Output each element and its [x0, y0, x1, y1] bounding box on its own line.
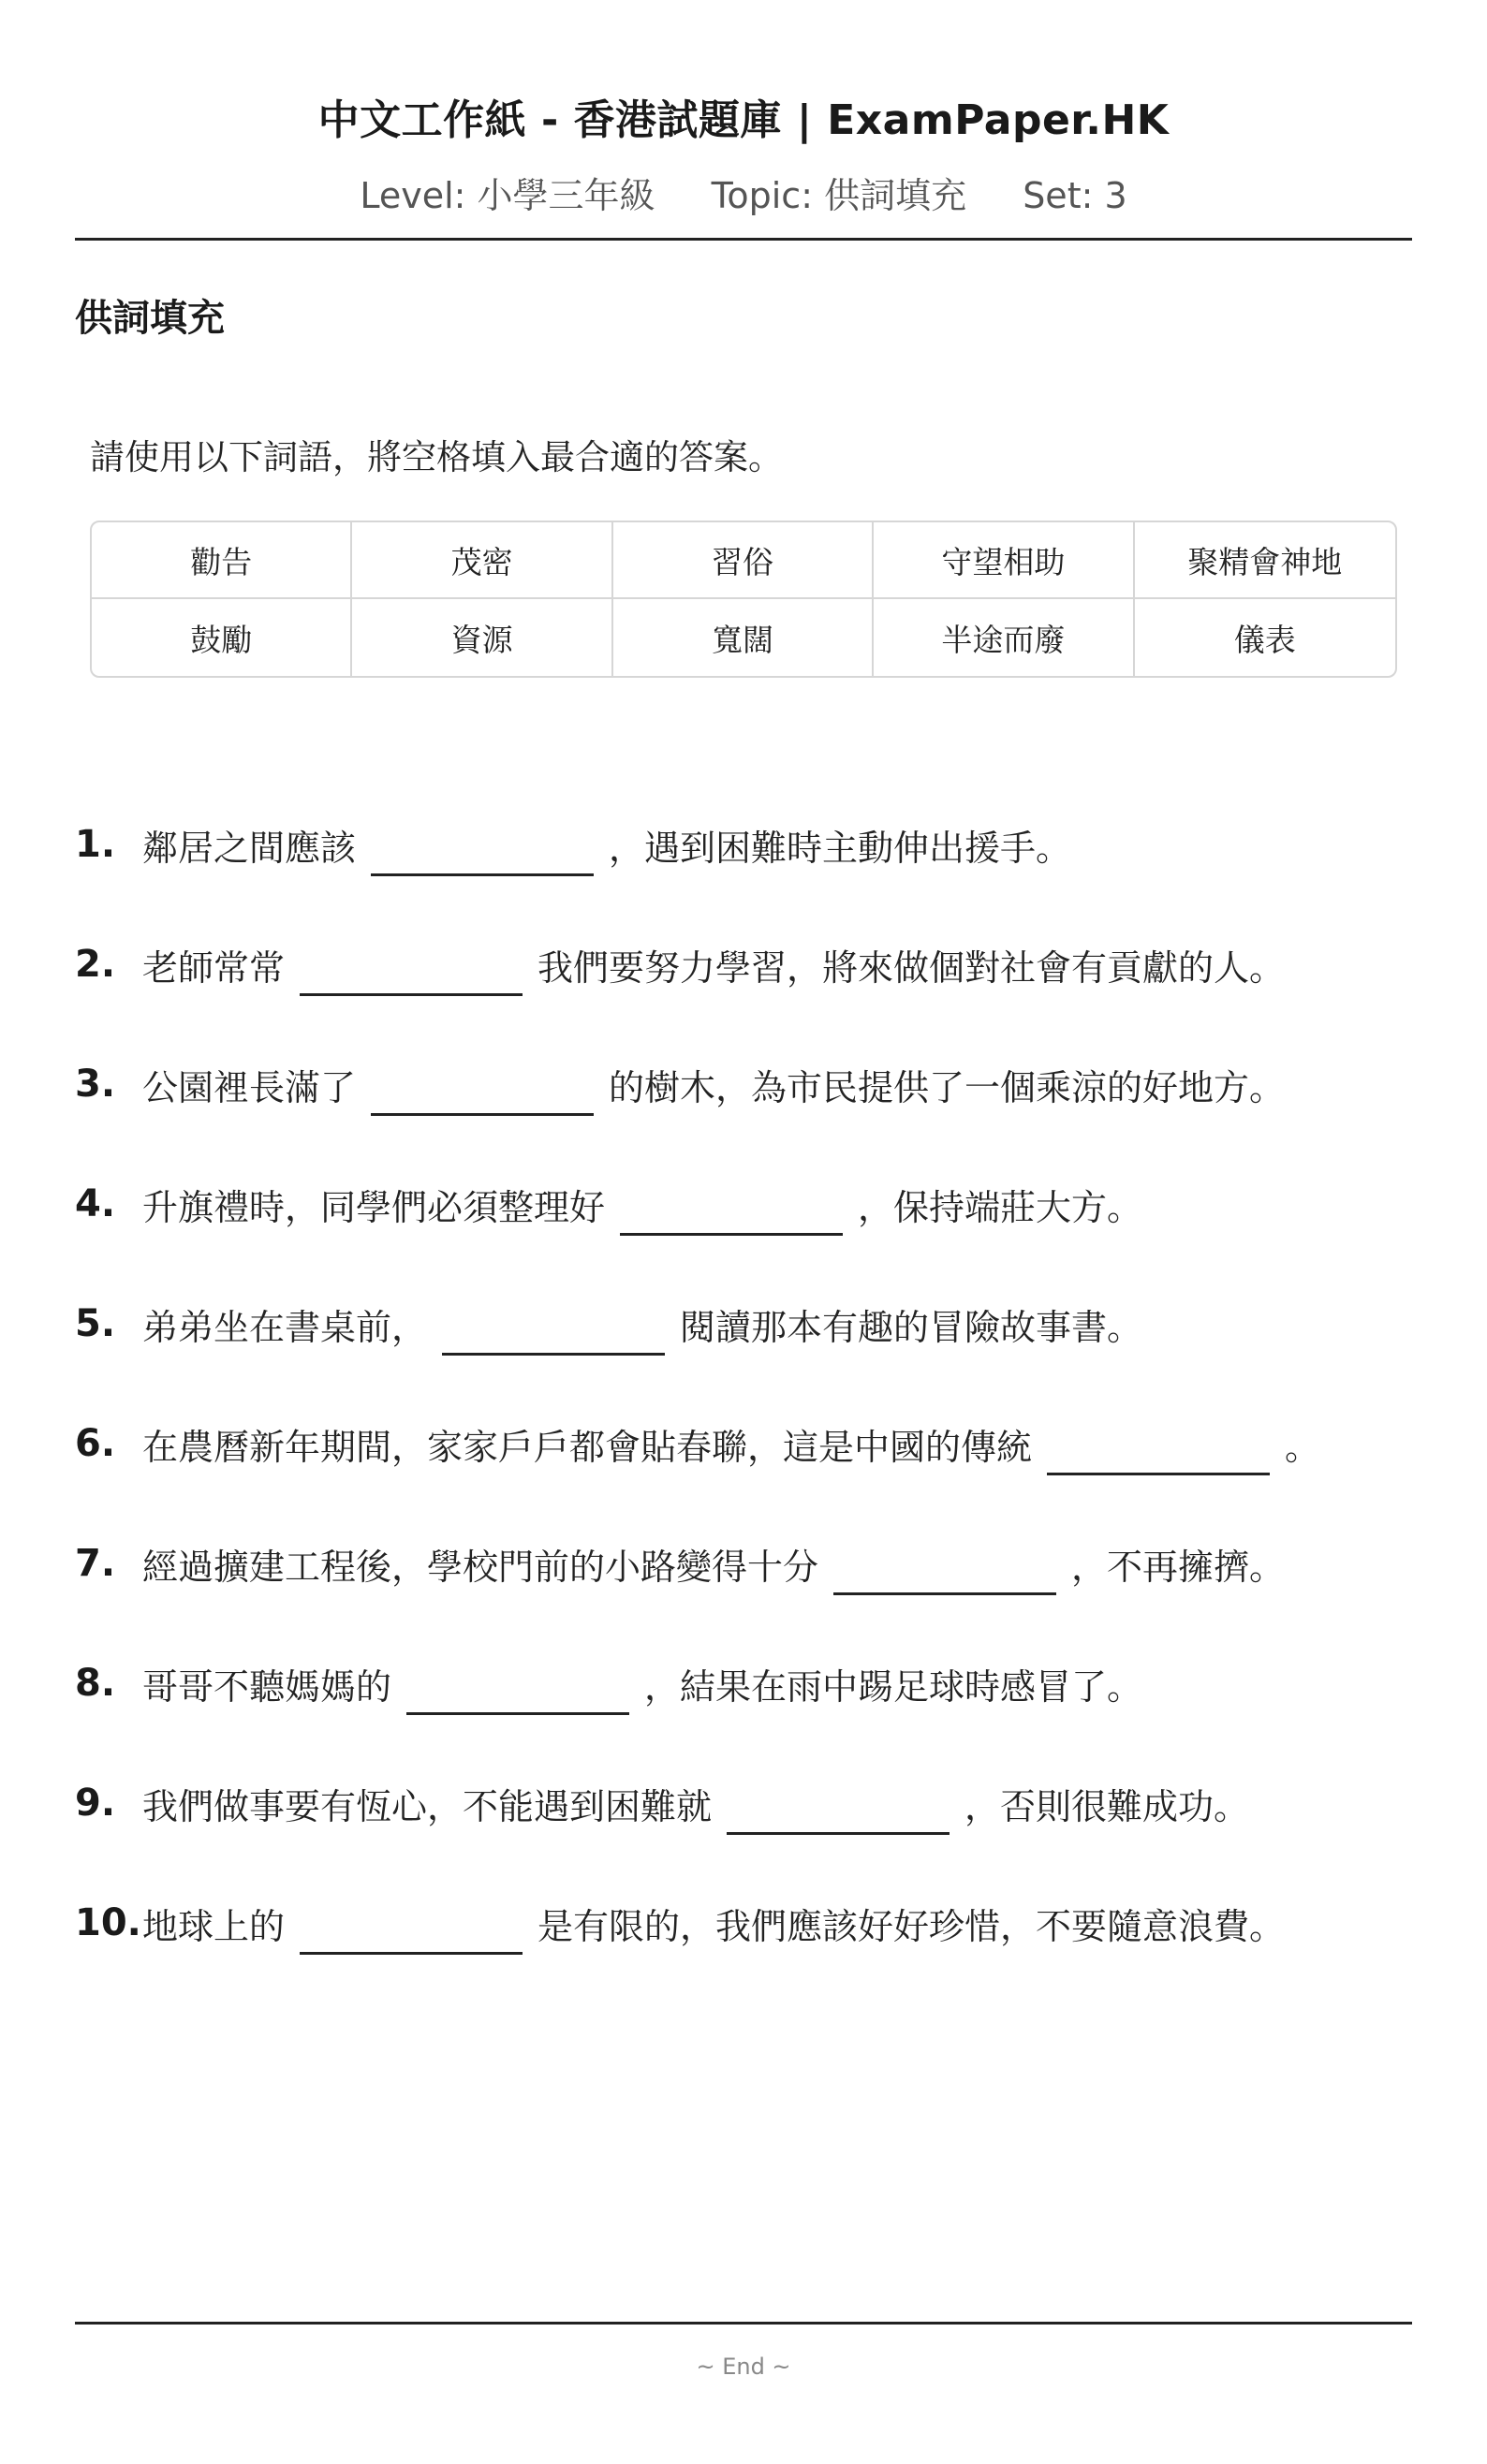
question-number: 6. — [75, 1422, 116, 1465]
word-bank-cell: 半途而廢 — [874, 599, 1134, 676]
question-text-before: 我們做事要有恆心，不能遇到困難就 — [142, 1785, 713, 1827]
question-item — [75, 1743, 1412, 1863]
question-number: 7. — [75, 1542, 116, 1585]
question-text-before: 在農曆新年期間，家家戶戶都會貼春聯，這是中國的傳統 — [142, 1426, 1033, 1468]
question-text-before: 升旗禮時，同學們必須整理好 — [142, 1186, 606, 1228]
question-item — [75, 1384, 1412, 1503]
question-text-after: 是有限的，我們應該好好珍惜，不要隨意浪費。 — [537, 1905, 1286, 1947]
question-item — [75, 1503, 1412, 1623]
question-text-before: 弟弟坐在書桌前， — [142, 1306, 428, 1348]
question-item — [75, 1863, 1412, 1983]
question-text-before: 地球上的 — [142, 1905, 286, 1947]
word-bank-cell: 勸告 — [92, 522, 352, 599]
word-bank-cell: 資源 — [352, 599, 612, 676]
word-bank-cell: 儀表 — [1233, 621, 1296, 658]
footer-divider — [75, 2322, 1412, 2325]
question-number: 8. — [75, 1662, 116, 1705]
answer-blank[interactable] — [620, 1192, 843, 1236]
section-title: 供詞填充 — [75, 297, 225, 340]
answer-blank[interactable] — [727, 1791, 950, 1835]
worksheet-header — [75, 0, 1412, 241]
question-text-after: ，結果在雨中踢足球時感冒了。 — [644, 1665, 1143, 1708]
question-text-before: 老師常常 — [142, 946, 286, 989]
question-text-after: 的樹木，為市民提供了一個乘涼的好地方。 — [609, 1066, 1286, 1108]
word-bank-table — [90, 521, 1397, 678]
answer-blank[interactable] — [406, 1671, 629, 1715]
answer-blank[interactable] — [300, 952, 523, 996]
word-bank-cell: 聚精會神地 — [1135, 522, 1395, 599]
question-item — [75, 904, 1412, 1024]
question-text-after: ，保持端莊大方。 — [858, 1186, 1143, 1228]
answer-blank[interactable] — [300, 1911, 523, 1955]
answer-blank[interactable] — [1047, 1431, 1270, 1475]
footer-end-label: ~ End ~ — [696, 2354, 791, 2380]
question-item — [75, 1264, 1412, 1384]
question-text-before: 經過擴建工程後，學校門前的小路變得十分 — [142, 1546, 819, 1588]
question-text-after: 閱讀那本有趣的冒險故事書。 — [680, 1306, 1143, 1348]
word-bank-cell: 守望相助 — [874, 522, 1134, 599]
word-bank-cell: 茂密 — [352, 522, 612, 599]
question-number: 2. — [75, 943, 116, 986]
question-text-before: 哥哥不聽媽媽的 — [142, 1665, 392, 1708]
page-title: 中文工作紙 - 香港試題庫 | ExamPaper.HK — [317, 96, 1170, 144]
answer-blank[interactable] — [371, 832, 594, 876]
question-number: 4. — [75, 1182, 116, 1225]
answer-blank[interactable] — [371, 1072, 594, 1116]
question-number: 1. — [75, 823, 116, 866]
word-bank-cell: 鼓勵 — [92, 599, 352, 676]
worksheet-meta — [75, 167, 1412, 218]
answer-blank[interactable] — [442, 1312, 665, 1356]
question-item — [75, 1623, 1412, 1743]
question-text-before: 鄰居之間應該 — [142, 827, 357, 869]
question-text-after: 。 — [1285, 1426, 1321, 1468]
answer-blank[interactable] — [833, 1551, 1056, 1595]
topic-label: Topic: 供詞填充 — [711, 175, 967, 216]
question-item — [75, 785, 1412, 904]
question-number: 10. — [75, 1901, 141, 1944]
question-number: 9. — [75, 1782, 116, 1825]
question-list — [75, 785, 1412, 1983]
question-item — [75, 1144, 1412, 1264]
question-text-after: 我們要努力學習，將來做個對社會有貢獻的人。 — [537, 946, 1286, 989]
level-label: Level: 小學三年級 — [360, 175, 655, 216]
question-text-after: ，否則很難成功。 — [964, 1785, 1250, 1827]
instructions-text: 請使用以下詞語，將空格填入最合適的答案。 — [90, 437, 783, 477]
question-number: 3. — [75, 1063, 116, 1106]
word-bank-cell: 習俗 — [613, 522, 874, 599]
question-item — [75, 1024, 1412, 1144]
worksheet-page — [75, 0, 1412, 2464]
question-text-before: 公園裡長滿了 — [142, 1066, 357, 1108]
word-bank-cell: 寬闊 — [613, 599, 874, 676]
set-label: Set: 3 — [1023, 175, 1127, 216]
question-text-after: ，遇到困難時主動伸出援手。 — [609, 827, 1072, 869]
question-number: 5. — [75, 1302, 116, 1345]
question-text-after: ，不再擁擠。 — [1071, 1546, 1286, 1588]
